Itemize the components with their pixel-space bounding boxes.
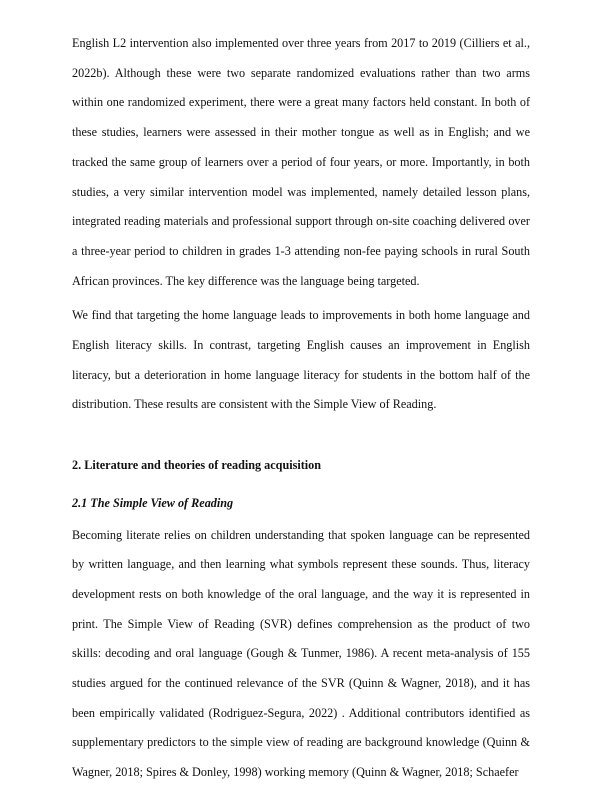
paragraph-findings: We find that targeting the home language leads to improvements in both home language and English literacy skills. In contrast, targeting English causes an improvement in English literacy, but a deterioration in home language literacy for students in the bottom half of the distribution. These results are consistent with the Simple View of Reading. [72, 308, 530, 412]
page-body [72, 29, 530, 788]
subsection-heading: 2.1 The Simple View of Reading [72, 495, 234, 510]
section-heading: 2. Literature and theories of reading acquisition [72, 458, 322, 473]
paragraph-intervention-comparison: English L2 intervention also implemented over three years from 2017 to 2019 (Cilliers et al., 2022b). Although these were two separate randomized evaluations rather than two arms within one randomized experiment, there were a great many factors held constant. In both of these studies, learners were assessed in their mother tongue as well as in English; and we tracked the same group of learners over a period of four years, or more. Importantly, in both studies, a very similar intervention model was implemented, namely detailed lesson plans, integrated reading materials and professional support through on-site coaching delivered over a three-year period to children in grades 1-3 attending non-fee paying schools in rural South African provinces. The key difference was the language being targeted. [72, 36, 530, 288]
paragraph-simple-view-of-reading: Becoming literate relies on children understanding that spoken language can be represented by written language, and then learning what symbols represent these sounds. Thus, literacy development rests on both knowledge of the oral language, and the way it is represented in print. The Simple View of Reading (SVR) defines comprehension as the product of two skills: decoding and oral language (Gough & Tunmer, 1986). A recent meta-analysis of 155 studies argued for the continued relevance of the SVR (Quinn & Wagner, 2018), and it has been empirically validated (Rodriguez-Segura, 2022) . Additional contributors identified as supplementary predictors to the simple view of reading are background knowledge (Quinn & Wagner, 2018; Spires & Donley, 1998) working memory (Quinn & Wagner, 2018; Schaefer [72, 527, 530, 780]
